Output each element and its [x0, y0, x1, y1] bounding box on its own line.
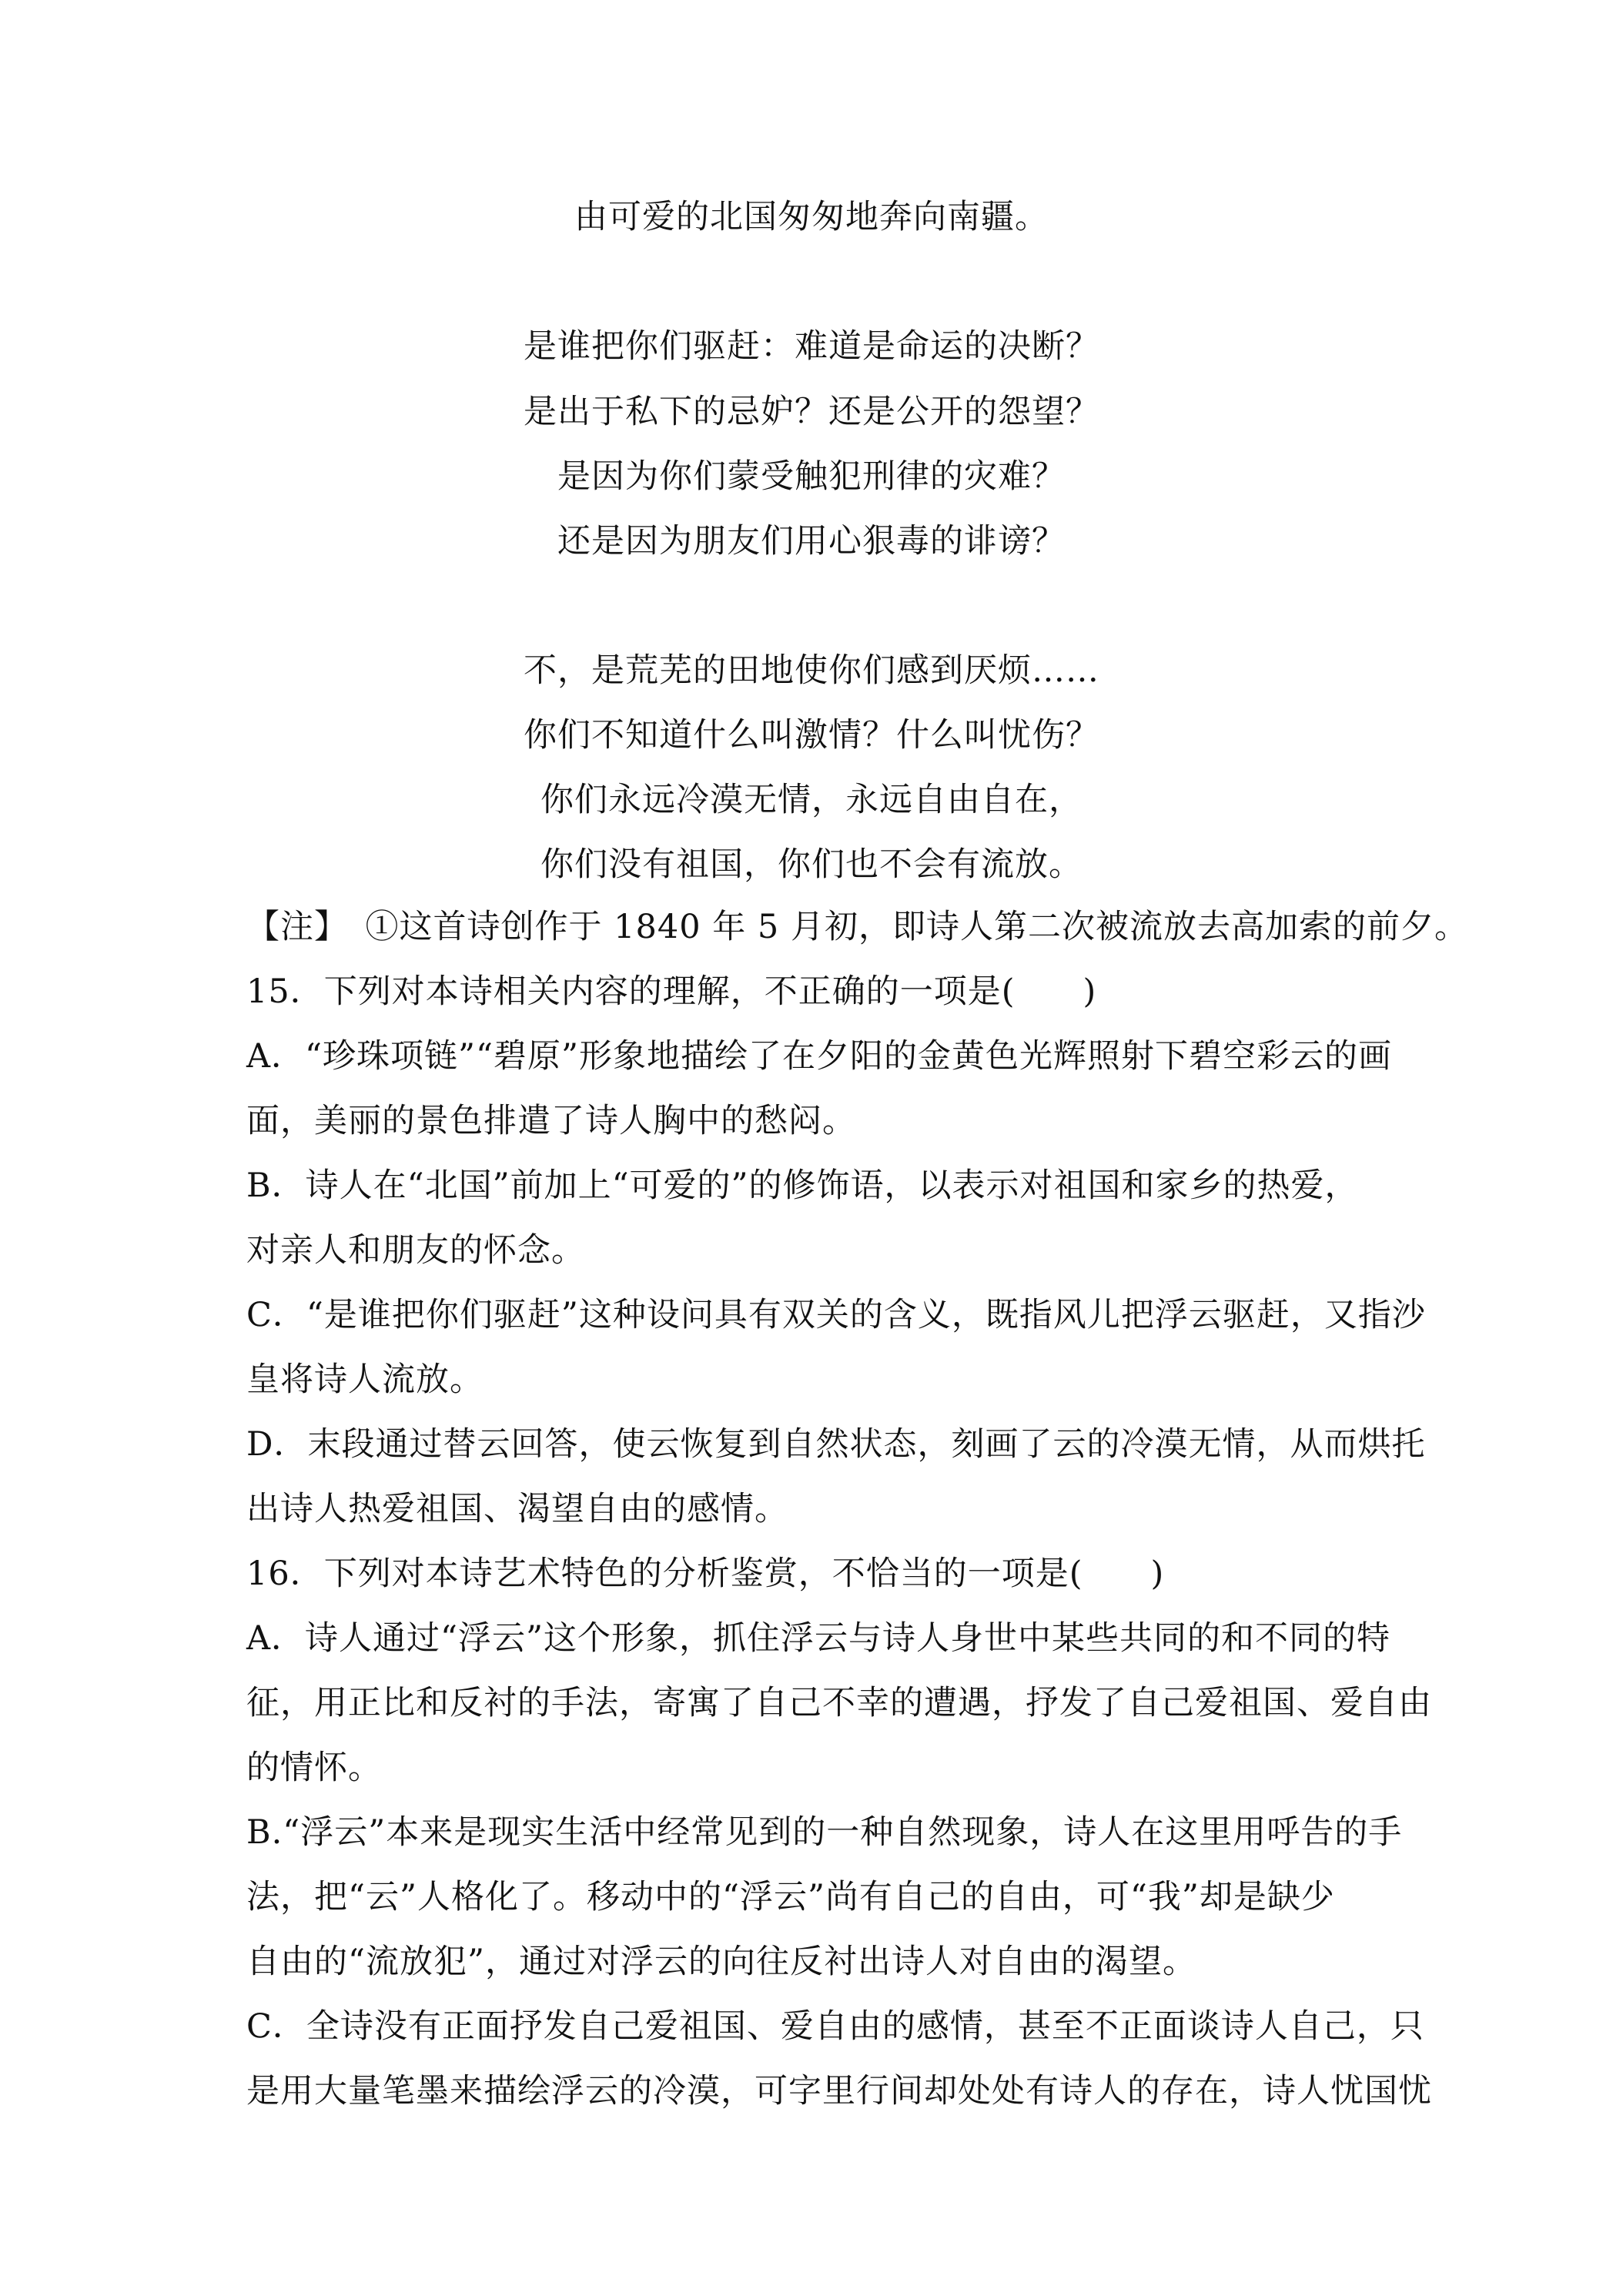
- question-16-option-b: B.“浮云”本来是现实生活中经常见到的一种自然现象，诗人在这里用呼告的手: [246, 1813, 1403, 1852]
- question-15-option-a: 面，美丽的景色排遣了诗人胸中的愁闷。: [246, 1102, 856, 1140]
- poem-line: 是因为你们蒙受触犯刑律的灾难？: [557, 457, 1066, 496]
- poem-line: 你们没有祖国，你们也不会有流放。: [540, 845, 1083, 884]
- question-15-option-b: B．诗人在“北国”前加上“可爱的”的修饰语，以表示对祖国和家乡的热爱，: [246, 1166, 1359, 1205]
- question-15-option-c: 皇将诗人流放。: [246, 1361, 484, 1399]
- question-16-option-c: 是用大量笔墨来描绘浮云的冷漠，可字里行间却处处有诗人的存在，诗人忧国忧: [246, 2072, 1432, 2110]
- question-16-option-a: A．诗人通过“浮云”这个形象，抓住浮云与诗人身世中某些共同的和不同的特: [246, 1619, 1391, 1658]
- question-16-option-a: 的情怀。: [246, 1749, 382, 1787]
- question-15-option-c: C．“是谁把你们驱赶”这种设问具有双关的含义，既指风儿把浮云驱赶，又指沙: [246, 1296, 1426, 1334]
- poem-line: 你们永远冷漠无情，永远自由自在，: [540, 781, 1083, 819]
- question-15-option-d: D．末段通过替云回答，使云恢复到自然状态，刻画了云的冷漠无情，从而烘托: [246, 1425, 1426, 1464]
- question-16-option-a: 征，用正比和反衬的手法，寄寓了自己不幸的遭遇，抒发了自己爱祖国、爱自由: [246, 1684, 1432, 1722]
- question-16-stem: 16．下列对本诗艺术特色的分析鉴赏，不恰当的一项是( ): [246, 1555, 1165, 1593]
- poem-line: 你们不知道什么叫激情？什么叫忧伤？: [524, 716, 1099, 755]
- poem-line: 不，是荒芜的田地使你们感到厌烦……: [524, 651, 1099, 690]
- question-15-option-b: 对亲人和朋友的怀念。: [246, 1231, 585, 1270]
- question-16-option-b: 自由的“流放犯”，通过对浮云的向往反衬出诗人对自由的渴望。: [246, 1943, 1196, 1981]
- poem-line: 由可爱的北国匆匆地奔向南疆。: [574, 198, 1049, 236]
- question-15-option-a: A．“珍珠项链”“碧原”形象地描绘了在夕阳的金黄色光辉照射下碧空彩云的画: [246, 1037, 1392, 1076]
- question-16-option-c: C．全诗没有正面抒发自己爱祖国、爱自由的感情，甚至不正面谈诗人自己，只: [246, 2007, 1424, 2046]
- poem-line: 是谁把你们驱赶：难道是命运的决断？: [524, 327, 1099, 366]
- question-15-option-d: 出诗人热爱祖国、渴望自由的感情。: [246, 1490, 788, 1528]
- question-15-stem: 15．下列对本诗相关内容的理解，不正确的一项是( ): [246, 972, 1097, 1011]
- poem-note: 【注】 ①这首诗创作于 1840 年 5 月初，即诗人第二次被流放去高加索的前夕。: [246, 908, 1468, 946]
- question-16-option-b: 法，把“云”人格化了。移动中的“浮云”尚有自己的自由，可“我”却是缺少: [246, 1878, 1335, 1916]
- poem-line: 还是因为朋友们用心狠毒的诽谤？: [557, 522, 1066, 561]
- poem-line: 是出于私下的忌妒？还是公开的怨望？: [524, 393, 1099, 431]
